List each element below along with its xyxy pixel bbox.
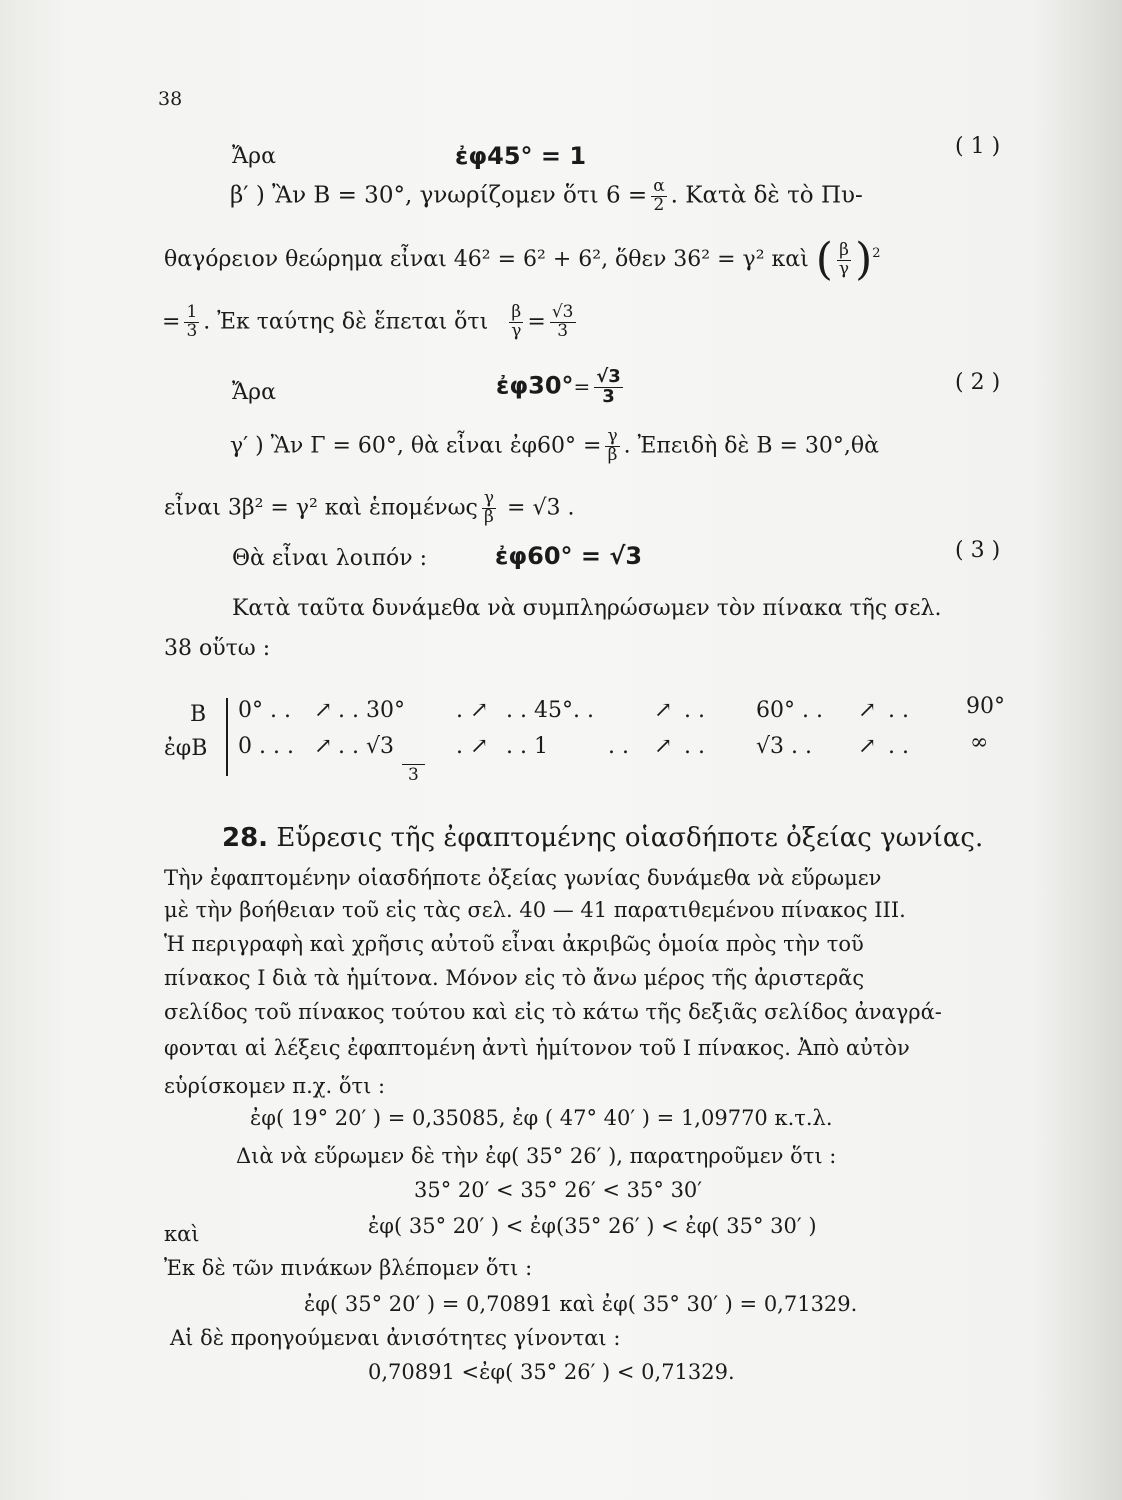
cell-45deg: . . 45°. . <box>506 698 594 723</box>
cell-sep: . . <box>684 734 705 759</box>
arrow-icon: ↗ <box>858 698 877 723</box>
ara-label-1: Ἄρα <box>232 144 276 169</box>
arrow-icon: ↗ <box>654 698 673 723</box>
arrow-icon: . ↗ <box>456 734 489 759</box>
consequence-rest: = √3 . <box>500 495 575 521</box>
right-paren: ) <box>855 234 873 285</box>
para-line-1: Τὴν ἐφαπτομένην οἱασδήποτε ὀξείας γωνίας δυνάμεθα νὰ εὕρωμεν <box>164 866 882 890</box>
formula-tan60: ἐφ60° = √3 <box>495 542 643 570</box>
case-gamma-rest: . Ἐπειδὴ δὲ Β = 30°,θὰ <box>623 433 880 459</box>
formula-tan45: ἐφ45° = 1 <box>455 142 587 170</box>
para-line-4: πίνακος Ι διὰ τὰ ἡμίτονα. Μόνον εἰς τὸ ἄνω μέρος τῆς ἀριστερᾶς <box>164 966 865 990</box>
completion-line: Κατὰ ταῦτα δυνάμεθα νὰ συμπληρώσωμεν τὸν πίνακα τῆς σελ. <box>232 596 942 621</box>
inequalities-become: Αἱ δὲ προηγούμεναι ἀνισότητες γίνονται : <box>170 1326 621 1350</box>
find-tan-35-26: Διὰ νὰ εὕρωμεν δὲ τὴν ἐφ( 35° 26′ ), παρατηροῦμεν ὅτι : <box>236 1144 837 1168</box>
therefore-text: Θὰ εἶναι λοιπόν : <box>232 546 428 571</box>
cell-0deg: 0° . . <box>238 698 291 723</box>
case-gamma-text: γ′ ) Ἂν Γ = 60°, θὰ εἶναι ἐφ60° = <box>230 433 602 459</box>
cell-90deg: 90° <box>966 694 1005 719</box>
consequence-line <box>164 490 574 527</box>
arrow-icon: . ↗ <box>456 698 489 723</box>
row-label-tanb: ἐφΒ <box>164 736 208 761</box>
frac-den: γ <box>838 258 850 279</box>
ara-label-2: Ἄρα <box>232 380 276 405</box>
case-beta-rest: . Κατὰ δὲ τὸ Πυ- <box>670 182 863 209</box>
case-beta-text: β′ ) Ἂν Β = 30°, γνωρίζομεν ὅτι 6 = <box>230 182 648 209</box>
fraction-sqrt3-3 <box>550 304 576 341</box>
pythagoras-text: θαγόρειον θεώρημα εἶναι 46² = 6² + 6², ὅθεν 36² = γ² καὶ <box>164 247 809 272</box>
fraction-sqrt3-3-bold <box>594 368 623 407</box>
frac-den: 2 <box>651 196 666 215</box>
case-beta-line <box>230 178 863 215</box>
arrow-icon: ↗ <box>858 734 877 759</box>
row-label-b: Β <box>190 702 207 727</box>
fraction-beta-gamma-2 <box>509 304 523 341</box>
frac-den: 3 <box>550 322 576 341</box>
section-number: 28. <box>222 823 269 853</box>
tan-inequality: ἐφ( 35° 20′ ) < ἐφ(35° 26′ ) < ἐφ( 35° 30′ ) <box>368 1214 817 1238</box>
equation-number-2: ( 2 ) <box>955 370 1001 395</box>
frac-den: 3 <box>186 320 198 341</box>
frac-den: β <box>605 446 619 465</box>
fraction-alpha-2 <box>651 178 666 215</box>
frac-num: α <box>653 176 665 196</box>
tangent-table <box>164 688 1044 798</box>
fraction-1-3 <box>184 304 199 341</box>
angle-inequality: 35° 20′ < 35° 26′ < 35° 30′ <box>414 1178 703 1202</box>
frac-den: 3 <box>594 387 623 407</box>
cell-tan0: 0 . . . <box>238 734 294 759</box>
arrow-icon: ↗ <box>314 698 333 723</box>
completion-line-2: 38 οὕτω : <box>164 636 271 661</box>
case-gamma-line <box>230 428 879 465</box>
final-inequality: 0,70891 <ἐφ( 35° 26′ ) < 0,71329. <box>368 1360 735 1384</box>
exponent: 2 <box>872 246 881 261</box>
arrow-icon: ↗ <box>654 734 673 759</box>
para-line-5: σελίδος τοῦ πίνακος τούτου καὶ εἰς τὸ κάτω τῆς δεξιᾶς σελίδος ἀναγρά- <box>164 1000 942 1024</box>
fraction-beta-gamma <box>837 239 851 279</box>
table-values: ἐφ( 35° 20′ ) = 0,70891 καὶ ἐφ( 35° 30′ ) = 0,71329. <box>304 1292 858 1316</box>
pythagoras-line <box>164 234 881 285</box>
cell-sep: . . <box>888 698 909 723</box>
frac-num: √3 <box>551 302 574 322</box>
para-line-6: φονται αἱ λέξεις ἐφαπτομένη ἀντὶ ἡμίτονον τοῦ Ι πίνακος. Ἀπὸ αὐτὸν <box>164 1036 910 1060</box>
cell-sep: . . <box>684 698 705 723</box>
fraction-gamma-beta-2 <box>482 490 496 527</box>
and-label: καὶ <box>164 1222 200 1246</box>
cell-sep: . . <box>608 734 629 759</box>
ratio-line <box>162 304 580 341</box>
from-tables-text: Ἐκ δὲ τῶν πινάκων βλέπομεν ὅτι : <box>164 1256 533 1280</box>
cell-tan60: √3 . . <box>756 734 812 759</box>
para-line-7: εὑρίσκομεν π.χ. ὅτι : <box>164 1074 386 1098</box>
frac-num: β <box>839 239 849 260</box>
formula-tan30 <box>496 368 627 407</box>
cell-tan30-denominator: 3 <box>402 764 425 785</box>
frac-num: 1 <box>186 302 198 322</box>
equals-sign-2: = <box>527 309 546 335</box>
cell-tan45: . . 1 <box>506 734 548 759</box>
equals-sign: = <box>162 309 181 335</box>
equation-number-1: ( 1 ) <box>955 134 1001 159</box>
cell-tan30: . . √3 <box>338 734 394 759</box>
table-brace <box>226 698 228 776</box>
cell-30deg: . . 30° <box>338 698 405 723</box>
cell-infinity: ∞ <box>970 730 989 755</box>
section-heading <box>222 823 983 853</box>
section-title: Εὕρεσις τῆς ἐφαπτομένης οἱασδήποτε ὀξείας γωνίας. <box>276 823 984 853</box>
tan30-label: ἐφ30° <box>496 371 574 400</box>
example-values: ἐφ( 19° 20′ ) = 0,35085, ἐφ ( 47° 40′ ) = 1,09770 κ.τ.λ. <box>250 1106 833 1130</box>
left-paren: ( <box>815 234 833 285</box>
para-line-2: μὲ τὴν βοήθειαν τοῦ εἰς τὰς σελ. 40 — 41 παρατιθεμένου πίνακος ΙΙΙ. <box>164 898 906 922</box>
frac-num: γ <box>607 426 618 446</box>
cell-sep: . . <box>888 734 909 759</box>
para-line-3: Ἡ περιγραφὴ καὶ χρῆσις αὐτοῦ εἶναι ἀκριβῶς ὁμοία πρὸς τὴν τοῦ <box>164 932 864 956</box>
arrow-icon: ↗ <box>314 734 333 759</box>
ratio-text: . Ἐκ ταύτης δὲ ἕπεται ὅτι <box>203 309 489 335</box>
frac-num: β <box>511 302 522 322</box>
equals-sign: = <box>573 374 591 399</box>
fraction-gamma-beta <box>605 428 619 465</box>
consequence-text: εἶναι 3β² = γ² καὶ ἑπομένως <box>164 495 478 521</box>
frac-den: β <box>482 508 496 527</box>
equation-number-3: ( 3 ) <box>955 538 1001 563</box>
frac-den: γ <box>511 320 522 341</box>
frac-num: √3 <box>596 366 621 387</box>
cell-60deg: 60° . . <box>756 698 823 723</box>
page-number: 38 <box>158 88 183 110</box>
frac-num: γ <box>483 488 495 508</box>
